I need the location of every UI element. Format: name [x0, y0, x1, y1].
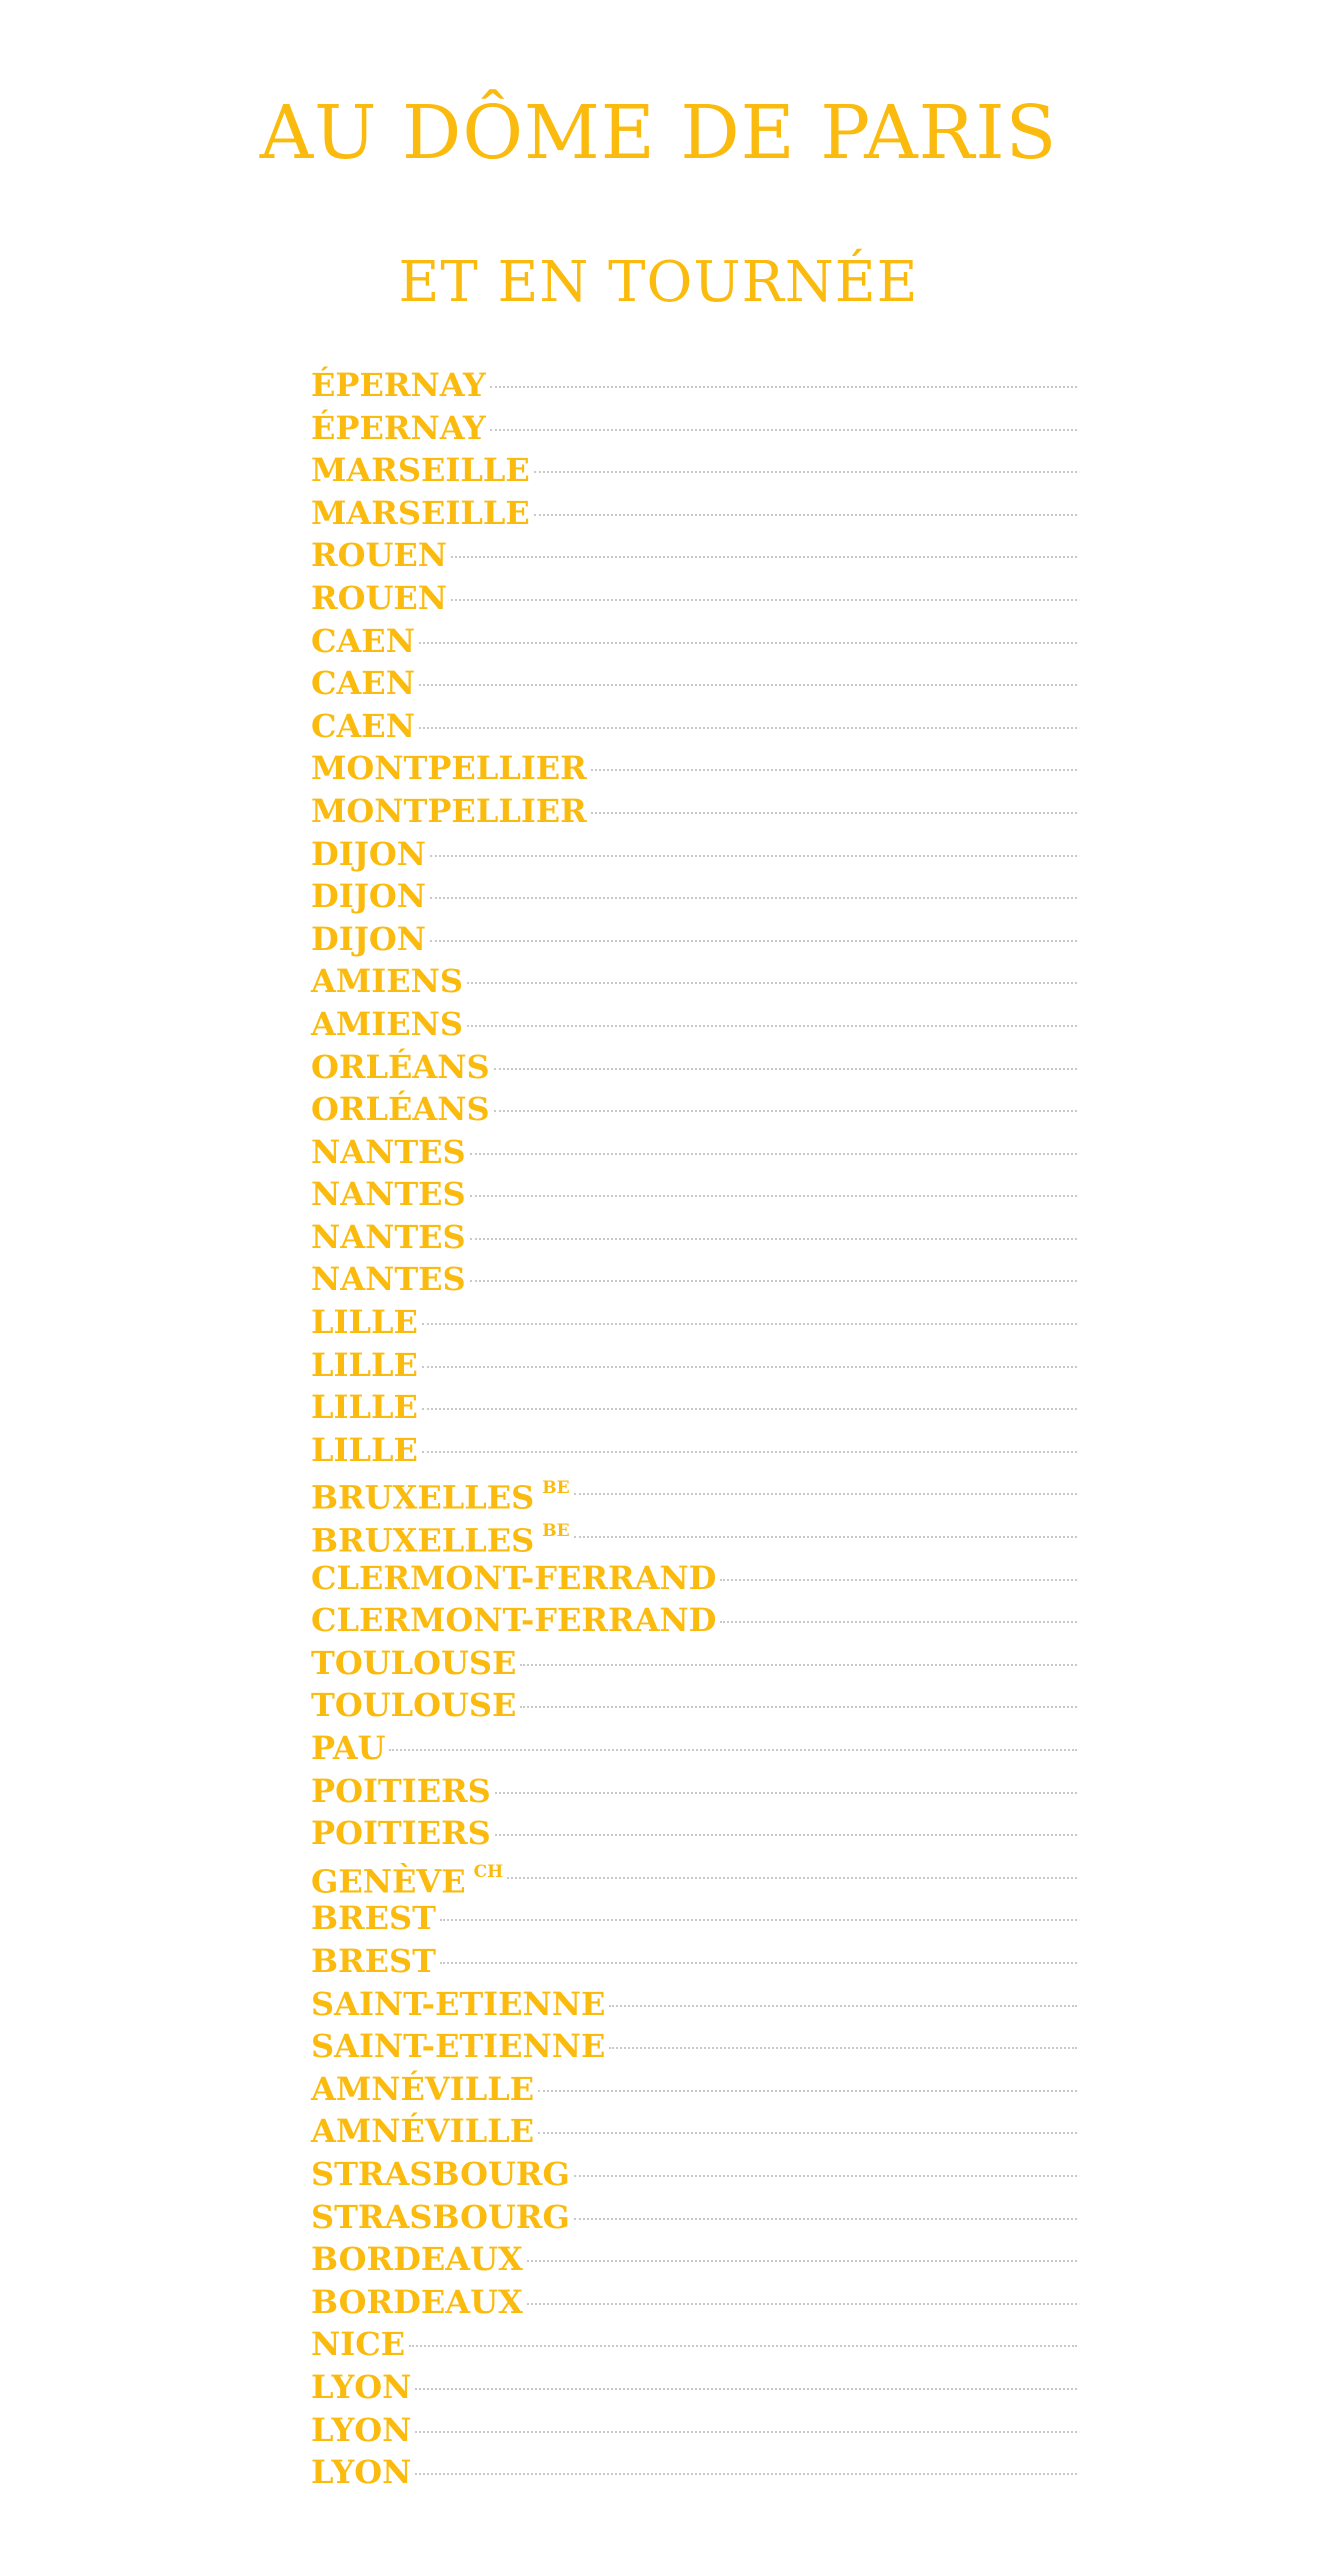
- dotted-leader: [609, 2047, 1077, 2049]
- dotted-leader: [591, 812, 1077, 814]
- tour-city-name: TOULOUSE: [311, 1643, 517, 1682]
- tour-row: [0, 1469, 1317, 1518]
- dotted-leader: [591, 769, 1077, 771]
- tour-row: [0, 1768, 1317, 1811]
- tour-city-name: MARSEILLE: [311, 451, 530, 490]
- tour-row: [0, 447, 1317, 490]
- tour-city: [311, 1516, 570, 1560]
- tour-row: [0, 2407, 1317, 2450]
- tour-row: [0, 831, 1317, 874]
- tour-city-name: ÉPERNAY: [311, 408, 486, 447]
- tour-row: [0, 1256, 1317, 1299]
- dotted-leader: [467, 1025, 1077, 1027]
- country-code: BE: [542, 1521, 570, 1542]
- tour-city: [311, 920, 426, 958]
- tour-city: [311, 1601, 716, 1639]
- tour-city: [311, 962, 463, 1000]
- dotted-leader: [422, 1408, 1077, 1410]
- tour-city: [311, 494, 530, 532]
- tour-city: [311, 792, 587, 830]
- tour-city-name: TOULOUSE: [311, 1686, 517, 1725]
- dotted-leader: [415, 2473, 1077, 2475]
- tour-city-name: BORDEAUX: [311, 2282, 523, 2321]
- country-code: BE: [542, 1478, 570, 1499]
- tour-city-name: CAEN: [311, 664, 415, 703]
- dotted-leader: [419, 642, 1077, 644]
- dotted-leader: [430, 855, 1077, 857]
- tour-city: [311, 2368, 411, 2406]
- tour-row: [0, 1086, 1317, 1129]
- tour-row: [0, 2236, 1317, 2279]
- dotted-leader: [720, 1621, 1077, 1623]
- tour-row: [0, 1512, 1317, 1560]
- tour-city-name: SAINT-ETIENNE: [311, 2027, 606, 2066]
- tour-city: [311, 1048, 490, 1086]
- tour-city: [311, 1090, 490, 1128]
- tour-city-name: CLERMONT-FERRAND: [311, 1601, 717, 1640]
- tour-city-name: ÉPERNAY: [311, 366, 486, 404]
- tour-city-name: BREST: [311, 1941, 436, 1980]
- tour-city-name: AMNÉVILLE: [311, 2069, 535, 2108]
- tour-row: [0, 1427, 1317, 1470]
- tour-city-name: MONTPELLIER: [311, 749, 587, 788]
- tour-row: [0, 1810, 1317, 1853]
- dotted-leader: [451, 599, 1077, 601]
- dotted-leader: [520, 1664, 1077, 1666]
- tour-city-name: PAU: [311, 1729, 386, 1767]
- tour-city: [311, 2155, 570, 2193]
- tour-row: [0, 2449, 1317, 2492]
- tour-row: [0, 532, 1317, 575]
- tour-city-name: SAINT-ETIENNE: [311, 1984, 606, 2023]
- tour-row: [0, 1299, 1317, 1342]
- tour-row: [0, 1384, 1317, 1427]
- tour-city: [311, 1686, 516, 1724]
- tour-city-name: NANTES: [311, 1217, 466, 1256]
- tour-dates-list: [0, 362, 1317, 2492]
- dotted-leader: [490, 429, 1077, 431]
- tour-city-name: NANTES: [311, 1260, 466, 1299]
- dotted-leader: [494, 1068, 1077, 1070]
- tour-city: [311, 664, 415, 702]
- dotted-leader: [527, 2303, 1077, 2305]
- tour-row: [0, 745, 1317, 788]
- dotted-leader: [389, 1749, 1077, 1751]
- tour-row: [0, 1853, 1317, 1901]
- tour-city-name: LILLE: [311, 1430, 418, 1469]
- tour-city: [311, 2240, 523, 2278]
- tour-row: [0, 703, 1317, 746]
- tour-row: [0, 1895, 1317, 1938]
- dotted-leader: [494, 1110, 1077, 1112]
- tour-row: [0, 660, 1317, 703]
- tour-row: [0, 1555, 1317, 1598]
- tour-row: [0, 1171, 1317, 1214]
- dotted-leader: [440, 1962, 1077, 1964]
- dotted-leader: [574, 2175, 1077, 2177]
- tour-city-name: DIJON: [311, 877, 426, 916]
- dotted-leader: [470, 1280, 1077, 1282]
- tour-city: [311, 579, 447, 617]
- tour-city: [311, 1942, 436, 1980]
- tour-city: [311, 1729, 385, 1767]
- tour-city: [311, 451, 530, 489]
- dotted-leader: [534, 471, 1077, 473]
- tour-city: [311, 1473, 570, 1517]
- tour-city-name: AMIENS: [311, 1004, 463, 1043]
- tour-city-name: ORLÉANS: [311, 1090, 490, 1129]
- tour-city: [311, 749, 587, 787]
- tour-row: [0, 1044, 1317, 1087]
- tour-row: [0, 1682, 1317, 1725]
- tour-city: [311, 1559, 716, 1597]
- tour-city-name: STRASBOURG: [311, 2197, 570, 2236]
- dotted-leader: [609, 2005, 1077, 2007]
- dotted-leader: [422, 1451, 1077, 1453]
- tour-city-name: ROUEN: [311, 536, 448, 575]
- tour-city: [311, 2027, 605, 2065]
- tour-city-name: STRASBOURG: [311, 2154, 570, 2193]
- tour-city: [311, 1772, 491, 1810]
- tour-city-name: LILLE: [311, 1388, 418, 1427]
- tour-row: [0, 490, 1317, 533]
- tour-row: [0, 405, 1317, 448]
- tour-city: [311, 1175, 466, 1213]
- page-subtitle: ET EN TOURNÉE: [398, 250, 919, 315]
- dotted-leader: [419, 727, 1077, 729]
- tour-city-name: CLERMONT-FERRAND: [311, 1558, 717, 1597]
- tour-row: [0, 2108, 1317, 2151]
- tour-city-name: MONTPELLIER: [311, 791, 587, 830]
- tour-row: [0, 1129, 1317, 1172]
- tour-row: [0, 575, 1317, 618]
- dotted-leader: [440, 1919, 1077, 1921]
- dotted-leader: [419, 684, 1077, 686]
- tour-city: [311, 1985, 605, 2023]
- dotted-leader: [470, 1153, 1077, 1155]
- tour-city-name: CAEN: [311, 706, 415, 745]
- tour-city: [311, 1857, 503, 1901]
- tour-city: [311, 1899, 436, 1937]
- tour-city-name: ROUEN: [311, 578, 448, 617]
- tour-city: [311, 1388, 418, 1426]
- tour-city-name: LYON: [311, 2453, 412, 2492]
- tour-city: [311, 1431, 418, 1469]
- tour-city-name: AMNÉVILLE: [311, 2112, 535, 2151]
- tour-city: [311, 2411, 411, 2449]
- tour-city-name: NANTES: [311, 1132, 466, 1171]
- tour-row: [0, 958, 1317, 1001]
- dotted-leader: [538, 2090, 1077, 2092]
- tour-row: [0, 1981, 1317, 2024]
- tour-city-name: NICE: [311, 2325, 406, 2364]
- tour-city-name: NANTES: [311, 1175, 466, 1214]
- tour-city-name: DIJON: [311, 919, 426, 958]
- tour-city: [311, 622, 415, 660]
- tour-city: [311, 536, 447, 574]
- tour-row: [0, 2194, 1317, 2237]
- dotted-leader: [720, 1579, 1077, 1581]
- dotted-leader: [470, 1195, 1077, 1197]
- dotted-leader: [574, 1493, 1077, 1495]
- dotted-leader: [534, 514, 1077, 516]
- tour-city-name: POITIERS: [311, 1814, 491, 1853]
- dotted-leader: [422, 1366, 1077, 1368]
- tour-city: [311, 1303, 418, 1341]
- dotted-leader: [495, 1834, 1077, 1836]
- tour-city-name: AMIENS: [311, 962, 463, 1001]
- tour-row: [0, 1640, 1317, 1683]
- tour-row: [0, 1214, 1317, 1257]
- tour-row: [0, 2066, 1317, 2109]
- tour-row: [0, 1001, 1317, 1044]
- tour-city-name: GENÈVE: [311, 1862, 466, 1901]
- tour-city: [311, 1005, 463, 1043]
- tour-city: [311, 877, 426, 915]
- dotted-leader: [490, 386, 1077, 388]
- dotted-leader: [430, 940, 1077, 942]
- tour-city: [311, 2453, 411, 2491]
- tour-row: [0, 2364, 1317, 2407]
- tour-city: [311, 2070, 534, 2108]
- tour-city-name: DIJON: [311, 834, 426, 873]
- tour-row: [0, 2321, 1317, 2364]
- tour-city-name: LYON: [311, 2367, 412, 2406]
- tour-city-name: LILLE: [311, 1303, 418, 1342]
- dotted-leader: [451, 556, 1077, 558]
- tour-row: [0, 2279, 1317, 2322]
- tour-city: [311, 1644, 516, 1682]
- tour-city: [311, 2325, 405, 2363]
- tour-city-name: CAEN: [311, 621, 415, 660]
- dotted-leader: [527, 2260, 1077, 2262]
- dotted-leader: [430, 897, 1077, 899]
- tour-city-name: LILLE: [311, 1345, 418, 1384]
- dotted-leader: [495, 1792, 1077, 1794]
- tour-row: [0, 916, 1317, 959]
- dotted-leader: [574, 2218, 1077, 2220]
- dotted-leader: [415, 2431, 1077, 2433]
- tour-city-name: BRUXELLES: [311, 1521, 535, 1560]
- tour-row: [0, 2151, 1317, 2194]
- tour-city: [311, 366, 486, 404]
- tour-city-name: POITIERS: [311, 1771, 491, 1810]
- dotted-leader: [574, 1536, 1077, 1538]
- tour-row: [0, 362, 1317, 405]
- tour-row: [0, 1597, 1317, 1640]
- tour-city: [311, 2283, 523, 2321]
- tour-city-name: ORLÉANS: [311, 1047, 490, 1086]
- tour-city: [311, 707, 415, 745]
- tour-city: [311, 1346, 418, 1384]
- tour-city: [311, 409, 486, 447]
- dotted-leader: [470, 1238, 1077, 1240]
- tour-row: [0, 873, 1317, 916]
- dotted-leader: [409, 2345, 1077, 2347]
- tour-city: [311, 835, 426, 873]
- tour-row: [0, 2023, 1317, 2066]
- tour-city: [311, 1260, 466, 1298]
- tour-city-name: BREST: [311, 1899, 436, 1938]
- tour-city-name: BORDEAUX: [311, 2240, 523, 2279]
- dotted-leader: [467, 982, 1077, 984]
- tour-row: [0, 1938, 1317, 1981]
- tour-city: [311, 1814, 491, 1852]
- tour-city: [311, 2112, 534, 2150]
- tour-row: [0, 618, 1317, 661]
- tour-row: [0, 788, 1317, 831]
- dotted-leader: [538, 2132, 1077, 2134]
- dotted-leader: [507, 1877, 1077, 1879]
- tour-city: [311, 1218, 466, 1256]
- tour-city: [311, 1133, 466, 1171]
- dotted-leader: [415, 2388, 1077, 2390]
- tour-city-name: LYON: [311, 2410, 412, 2449]
- country-code: CH: [473, 1861, 504, 1882]
- tour-row: [0, 1342, 1317, 1385]
- tour-city-name: BRUXELLES: [311, 1479, 535, 1518]
- tour-city-name: MARSEILLE: [311, 493, 530, 532]
- dotted-leader: [520, 1706, 1077, 1708]
- tour-city: [311, 2198, 570, 2236]
- tour-row: [0, 1725, 1317, 1768]
- dotted-leader: [422, 1323, 1077, 1325]
- page-title: AU DÔME DE PARIS: [259, 90, 1058, 176]
